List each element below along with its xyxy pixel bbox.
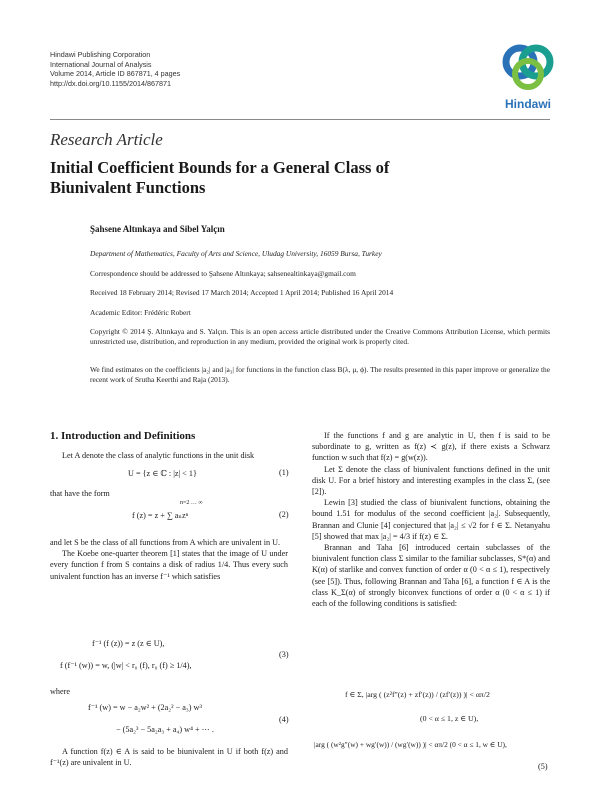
- article-type: Research Article: [50, 130, 163, 149]
- logo-text: Hindawi: [504, 97, 551, 111]
- equation-5a: f ∈ Σ, |arg ( (z²f″(z) + zf′(z)) / (zf′(z)) )| < απ/2: [345, 690, 490, 699]
- abstract: We find estimates on the coefficients |a₂| and |a₃| for functions in the function class B(λ, μ, ϕ). The results presented in this paper improve or generalize the recent work of Srutha Keerthi and Raja (2013).: [90, 365, 550, 384]
- affiliation: Department of Mathematics, Faculty of Arts and Science, Uludag University, 16059 Bursa, Turkey: [90, 249, 382, 258]
- right-paragraph-4: Brannan and Taha [6] introduced certain subclasses of the biunivalent function class Σ similar to the familiar subclasses, S*(α) and K(α) of starlike and convex function of order α (0 < α ≤ 1), respectively (see [5]). Thus, following Brannan and Taha [6], a function f ∈ A is the class K_Σ(α) of strongly biconvex functions of order α (0 < α ≤ 1) if each of the following conditions is satisfied:: [312, 543, 550, 609]
- intro-paragraph-2: that have the form: [50, 489, 110, 498]
- intro-paragraph-3-block: [50, 537, 288, 582]
- equation-2-limits: n=2 … ∞: [180, 500, 203, 506]
- intro-paragraph-4: The Koebe one-quarter theorem [1] states that the image of U under every function f from S contains a disk of radius 1/4. Thus every such univalent function has an inverse f⁻¹ which satisfies: [50, 549, 288, 581]
- page-title: Initial Coefficient Bounds for a General Class of Biunivalent Functions: [50, 158, 390, 197]
- publication-dates: Received 18 February 2014; Revised 17 March 2014; Accepted 1 April 2014; Published 16 April 2014: [90, 288, 394, 297]
- doi-link[interactable]: http://dx.doi.org/10.1155/2014/867871: [50, 78, 171, 88]
- journal-name: International Journal of Analysis: [50, 59, 152, 69]
- equation-2-number: (2): [279, 510, 289, 519]
- intro-paragraph-1: Let A denote the class of analytic functions in the unit disk: [62, 451, 255, 460]
- equation-3-number: (3): [279, 650, 289, 659]
- equation-3b: f (f⁻¹ (w)) = w, (|w| < r₀ (f), r₀ (f) ≥ 1/4),: [60, 661, 192, 670]
- equation-2: f (z) = z + ∑ aₙzⁿ: [132, 511, 189, 520]
- equation-4-number: (4): [279, 715, 289, 724]
- equation-5b: (0 < α ≤ 1, z ∈ U),: [420, 714, 479, 723]
- equation-1: U = {z ∈ ℂ : |z| < 1}: [128, 469, 197, 478]
- academic-editor: Academic Editor: Frédéric Robert: [90, 308, 191, 317]
- equation-4a: f⁻¹ (w) = w − a₂w² + (2a₂² − a₃) w³: [88, 703, 202, 712]
- copyright-notice: Copyright © 2014 Ş. Altınkaya and S. Yalçın. This is an open access article distributed under the Creative Commons Attribution License, which permits unrestricted use, distribution, and reproduction in any medium, provided the original work is properly cited.: [90, 327, 550, 346]
- right-paragraph-3: Lewin [3] studied the class of biunivalent functions, obtaining the bound 1.51 for modulus of the second coefficient |a₂|. Subsequently, Brannan and Clunie [4] conjectured that |a₂| ≤ √2 for f ∈ Σ. Netanyahu [5] showed that max |a₂| = 4/3 if f(z) ∈ Σ.: [312, 498, 550, 541]
- right-paragraph-1: If the functions f and g are analytic in U, then f is said to be subordinate to g, written as f(z) ≺ g(z), if there exists a Schwarz function w such that f(z) = g(w(z)).: [312, 431, 550, 463]
- intro-paragraph-2-block: [50, 488, 288, 499]
- left-column: [50, 450, 288, 461]
- intro-paragraph-5: where: [50, 687, 71, 696]
- right-column: [312, 430, 550, 609]
- hindawi-logo-icon: [498, 42, 558, 94]
- equation-3a: f⁻¹ (f (z)) = z (z ∈ U),: [92, 639, 165, 648]
- equation-1-number: (1): [279, 468, 289, 477]
- intro-paragraph-6-block: [50, 746, 288, 768]
- intro-paragraph-3: and let S be the class of all functions from A which are univalent in U.: [50, 538, 281, 547]
- journal-header: [50, 50, 180, 88]
- equation-5c: |arg ( (w²g″(w) + wg′(w)) / (wg′(w)) )| < απ/2 (0 < α ≤ 1, w ∈ U),: [314, 740, 507, 749]
- hindawi-logo: [498, 42, 558, 112]
- intro-paragraph-5-block: [50, 686, 288, 697]
- correspondence: Correspondence should be addressed to Şahsene Altınkaya; sahsenealtinkaya@gmail.com: [90, 269, 356, 278]
- equation-5-number: (5): [538, 762, 548, 771]
- right-paragraph-2: Let Σ denote the class of biunivalent functions defined in the unit disk U. For a brief history and interesting examples in the class Σ, (see [2]).: [312, 464, 550, 497]
- header-divider: [50, 119, 550, 120]
- section-heading: 1. Introduction and Definitions: [50, 430, 196, 442]
- volume-info: Volume 2014, Article ID 867871, 4 pages: [50, 69, 181, 79]
- equation-4b: − (5a₂³ − 5a₂a₃ + a₄) w⁴ + ⋯ .: [116, 725, 214, 734]
- authors: Şahsene Altınkaya and Sibel Yalçın: [90, 224, 225, 234]
- publisher: Hindawi Publishing Corporation: [50, 50, 151, 59]
- intro-paragraph-6: A function f(z) ∈ A is said to be biunivalent in U if both f(z) and f⁻¹(z) are univalent in U.: [50, 747, 288, 768]
